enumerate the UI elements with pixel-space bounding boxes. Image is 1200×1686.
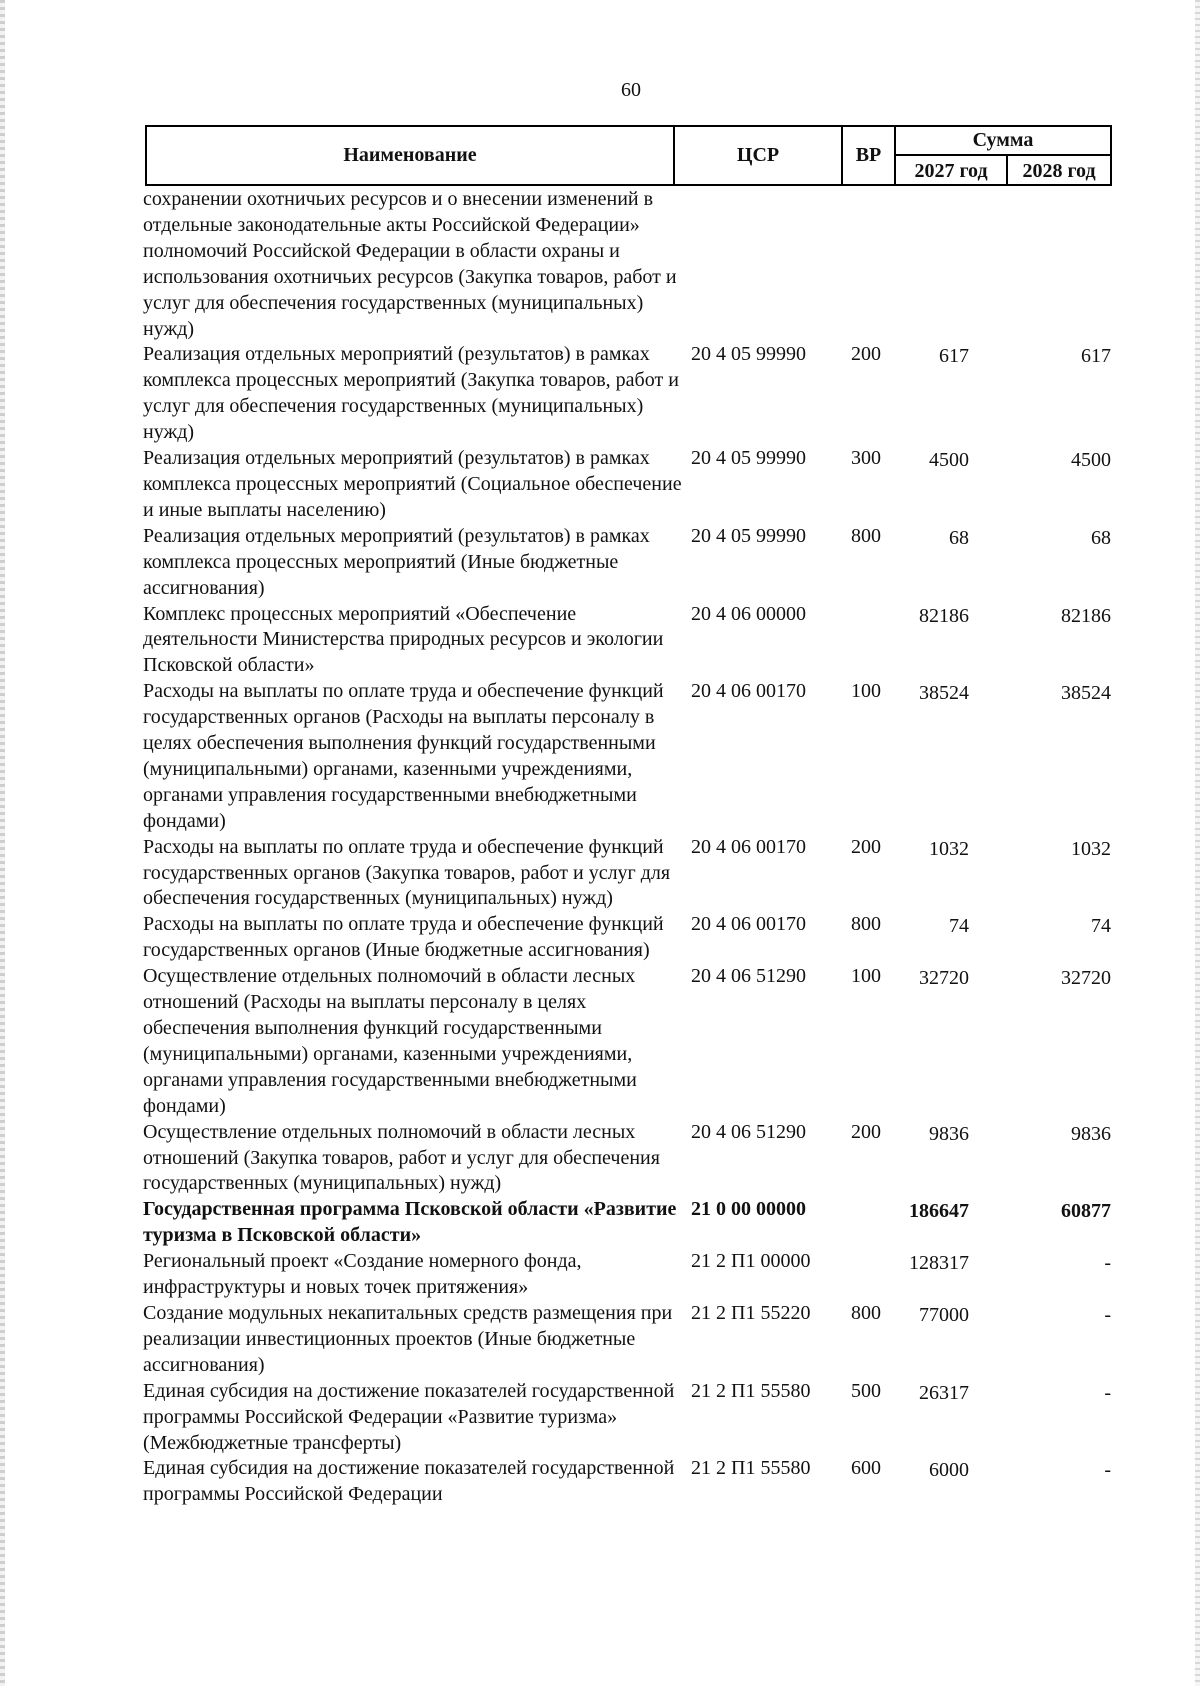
row-value-2027: 77000 xyxy=(919,1303,969,1326)
row-name: Региональный проект «Создание номерного фонда, инфраструктуры и новых точек притяжения» xyxy=(143,1250,582,1299)
row-value-2028: - xyxy=(1104,1459,1111,1482)
row-csr: 21 2 П1 55580 xyxy=(691,1457,811,1480)
row-vr: 800 xyxy=(851,524,881,547)
table-row xyxy=(143,446,1113,524)
row-name: Расходы на выплаты по оплате труда и обеспечение функций государственных органов (Расходы на выплаты персоналу в целях обеспечения выполнения функций государственными (муниципальными) органами, казенными учреждениями, органами управления государственными внебюджетными фондами) xyxy=(143,680,664,832)
row-name: Комплекс процессных мероприятий «Обеспечение деятельности Министерства природных ресурсов и экологии Псковской области» xyxy=(143,602,664,677)
table-row xyxy=(143,1120,1113,1198)
table-row xyxy=(143,1379,1113,1457)
row-value-2027: 38524 xyxy=(919,682,969,705)
header-name: Наименование xyxy=(147,127,675,184)
row-value-2028: 38524 xyxy=(1061,682,1111,705)
row-value-2027: 32720 xyxy=(919,967,969,990)
row-vr: 100 xyxy=(851,965,881,988)
row-vr: 200 xyxy=(851,1120,881,1143)
row-value-2027: 82186 xyxy=(919,604,969,627)
row-value-2028: 68 xyxy=(1091,526,1111,549)
row-value-2027: 4500 xyxy=(929,449,969,472)
header-vr: ВР xyxy=(843,127,896,184)
row-value-2028: 4500 xyxy=(1071,449,1111,472)
row-value-2028: - xyxy=(1104,1303,1111,1326)
row-name: Единая субсидия на достижение показателей государственной программы Российской Федерации xyxy=(143,1457,675,1506)
row-value-2027: 68 xyxy=(949,526,969,549)
row-vr: 300 xyxy=(851,447,881,470)
table-row xyxy=(143,1249,1113,1301)
row-value-2028: - xyxy=(1104,1252,1111,1275)
row-name: Осуществление отдельных полномочий в области лесных отношений (Расходы на выплаты персоналу в целях обеспечения выполнения функций государственными (муниципальными) органами, казенными учреждениями, органами управления государственными внебюджетными фондами) xyxy=(143,965,637,1117)
row-name: Реализация отдельных мероприятий (результатов) в рамках комплекса процессных мероприятий (Иные бюджетные ассигнования) xyxy=(143,524,650,599)
row-name: Реализация отдельных мероприятий (результатов) в рамках комплекса процессных мероприятий (Социальное обеспечение и иные выплаты населению) xyxy=(143,447,682,521)
row-name: Государственная программа Псковской области «Развитие туризма в Псковской области» xyxy=(143,1198,677,1247)
row-name: Единая субсидия на достижение показателей государственной программы Российской Федерации «Развитие туризма» (Межбюджетные трансферты) xyxy=(143,1379,675,1454)
row-csr: 20 4 05 99990 xyxy=(691,524,806,547)
row-vr: 200 xyxy=(851,835,881,858)
row-name: Осуществление отдельных полномочий в области лесных отношений (Закупка товаров, работ и услуг для обеспечения государственных (муниципальных) нужд) xyxy=(143,1120,660,1195)
row-value-2028: 82186 xyxy=(1061,604,1111,627)
row-csr: 20 4 06 51290 xyxy=(691,965,806,988)
table-row xyxy=(143,835,1113,913)
header-year-2027: 2027 год xyxy=(896,156,1008,186)
table-row xyxy=(143,964,1113,1119)
row-vr: 500 xyxy=(851,1379,881,1402)
row-csr: 21 2 П1 55220 xyxy=(691,1301,811,1324)
row-value-2027: 9836 xyxy=(929,1122,969,1145)
header-year-2028: 2028 год xyxy=(1022,159,1096,182)
row-vr: 800 xyxy=(851,913,881,936)
row-csr: 20 4 06 51290 xyxy=(691,1120,806,1143)
row-csr: 21 2 П1 00000 xyxy=(691,1250,811,1273)
table-row xyxy=(143,1301,1113,1379)
row-value-2028: 9836 xyxy=(1071,1122,1111,1145)
row-name: сохранении охотничьих ресурсов и о внесении изменений в отдельные законодательные акты Российской Федерации» полномочий Российской Федерации в области охраны и использования охотничьих ресурсов (Закупка товаров, работ и услуг для обеспечения государственных (муниципальных) нужд) xyxy=(143,188,677,340)
row-name: Расходы на выплаты по оплате труда и обеспечение функций государственных органов (Закупка товаров, работ и услуг для обеспечения государственных (муниципальных) нужд) xyxy=(143,835,671,910)
row-csr: 20 4 06 00170 xyxy=(691,913,806,936)
row-value-2027: 6000 xyxy=(929,1459,969,1482)
row-csr: 21 0 00 00000 xyxy=(691,1198,806,1221)
row-name: Расходы на выплаты по оплате труда и обеспечение функций государственных органов (Иные бюджетные ассигнования) xyxy=(143,913,664,962)
row-name: Реализация отдельных мероприятий (результатов) в рамках комплекса процессных мероприятий (Закупка товаров, работ и услуг для обеспечения государственных (муниципальных) нужд) xyxy=(143,343,679,444)
row-value-2028: 32720 xyxy=(1061,967,1111,990)
header-sum: Сумма xyxy=(896,127,1110,156)
row-csr: 20 4 06 00170 xyxy=(691,680,806,703)
row-csr: 20 4 06 00000 xyxy=(691,602,806,625)
row-name: Создание модульных некапитальных средств размещения при реализации инвестиционных проектов (Иные бюджетные ассигнования) xyxy=(143,1301,673,1376)
row-value-2028: 617 xyxy=(1081,345,1111,368)
row-value-2027: 1032 xyxy=(929,837,969,860)
table-row xyxy=(143,187,1113,342)
scan-edge-right xyxy=(1195,0,1200,1686)
row-csr: 21 2 П1 55580 xyxy=(691,1379,811,1402)
page-number: 60 xyxy=(621,79,641,101)
table-row xyxy=(143,912,1113,964)
row-value-2027: 186647 xyxy=(909,1200,969,1223)
header-csr: ЦСР xyxy=(675,127,843,184)
table-row xyxy=(143,524,1113,602)
row-value-2027: 74 xyxy=(949,915,969,938)
row-csr: 20 4 06 00170 xyxy=(691,835,806,858)
row-csr: 20 4 05 99990 xyxy=(691,343,806,366)
row-vr: 100 xyxy=(851,680,881,703)
row-value-2027: 128317 xyxy=(909,1252,969,1275)
table-header xyxy=(145,125,1112,186)
row-value-2028: 1032 xyxy=(1071,837,1111,860)
table-row xyxy=(143,1456,1113,1508)
table-row xyxy=(143,602,1113,680)
row-vr: 200 xyxy=(851,343,881,366)
scan-edge-left xyxy=(0,0,5,1686)
row-value-2027: 26317 xyxy=(919,1381,969,1404)
row-value-2028: 74 xyxy=(1091,915,1111,938)
row-vr: 800 xyxy=(851,1301,881,1324)
row-vr: 600 xyxy=(851,1457,881,1480)
table-row xyxy=(143,342,1113,446)
table-row xyxy=(143,679,1113,834)
row-value-2028: 60877 xyxy=(1061,1200,1111,1223)
row-value-2027: 617 xyxy=(939,345,969,368)
table-row-program xyxy=(143,1197,1113,1249)
table-body xyxy=(143,187,1113,1508)
row-value-2028: - xyxy=(1104,1381,1111,1404)
row-csr: 20 4 05 99990 xyxy=(691,447,806,470)
